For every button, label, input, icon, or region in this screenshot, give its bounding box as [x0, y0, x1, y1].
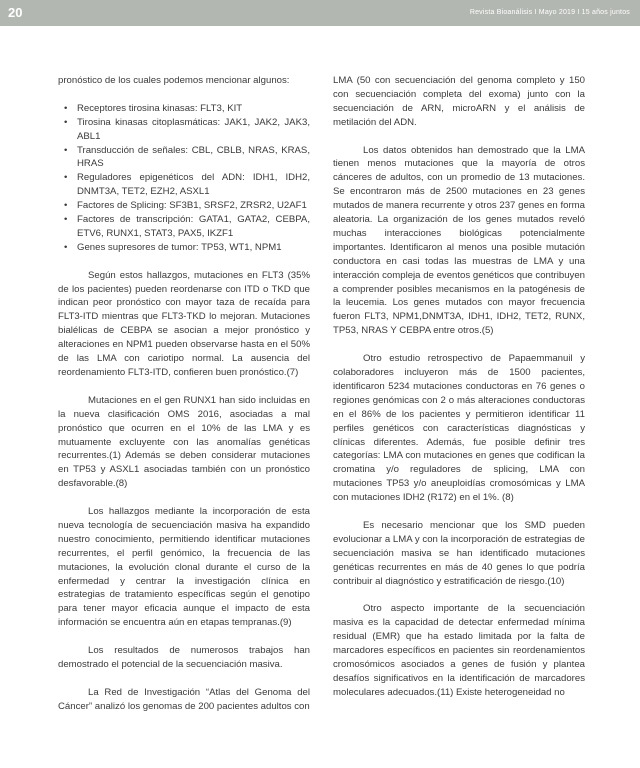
header-bar [0, 0, 640, 26]
paragraph-papaemmanuil: Otro estudio retrospectivo de Papaemmanuil y colaboradores incluyeron más de 1500 pacientes, identificaron 5234 mutaciones conductoras en 76 genes o regiones genómicas con 2 o más alteraciones conductoras en el 86% de los pacientes y permitieron identificar 11 perfiles genéticos con características diagnósticas y clínicas diferentes. Además, fue posible definir tres categorías: LMA con mutaciones en genes que codifican la cromatina y/o reguladores de splicing, LMA con mutaciones TP53 y/o aneuploidías cromosómicas y LMA con mutaciones IDH2 (R172) en el 1%. (8) [333, 353, 585, 504]
right-column [333, 74, 585, 714]
paragraph-flt3: Según estos hallazgos, mutaciones en FLT3 (35% de los pacientes) pueden reordenarse con ITD o TKD que indican peor pronóstico con mayor taza de recaída para FLT3-ITD mientras que FLT3-TKD lo mejoran. Mutaciones bialélicas de CEBPA se asocian a mejor pronóstico y alteraciones en NPM1 pueden observarse hasta en el 50% de las LMA con cariotipo normal. La ausencia del reordenamiento FLT3-ITD, confieren buen pronóstico.(7) [58, 269, 310, 378]
list-item: • Factores de Splicing: SF3B1, SRSF2, ZRSR2, U2AF1 [70, 199, 310, 213]
page-number: 20 [8, 5, 23, 20]
left-column [58, 74, 310, 727]
paragraph-results: Los resultados de numerosos trabajos han demostrado el potencial de la secuenciación masiva. [58, 645, 310, 670]
list-item: • Reguladores epigenéticos del ADN: IDH1, IDH2, DNMT3A, TET2, EZH2, ASXL1 [70, 171, 310, 199]
paragraph-smd: Es necesario mencionar que los SMD pueden evolucionar a LMA y con la incorporación de estrategias de secuenciación masiva se han identificado mutaciones genéticas recurrentes en más de 40 genes lo que podría contribuir al diagnóstico y estratificación de riesgo.(10) [333, 519, 585, 587]
list-item: • Receptores tirosina kinasas: FLT3, KIT [70, 102, 310, 116]
paragraph-continuation: LMA (50 con secuenciación del genoma completo y 150 con secuenciación completa del exoma) junto con la secuenciación de ARN, microARN y el análisis de metilación del ADN. [333, 75, 585, 128]
journal-title: Revista Bioanálisis I Mayo 2019 I 15 años juntos [469, 9, 630, 16]
paragraph-atlas: La Red de Investigación “Atlas del Genoma del Cáncer” analizó los genomas de 200 pacientes adultos con [58, 686, 310, 712]
paragraph-emr: Otro aspecto importante de la secuenciación masiva es la capacidad de detectar enfermedad mínima residual (EMR) que ha estado limitada por la falta de marcadores específicos en pacientes sin reordenamientos cromosómicos asociados a genes de fusión y plantea desafíos significativos en la identificación de marcadores moleculares adecuados.(11) Existe heterogeneidad no [333, 603, 585, 698]
intro-paragraph: pronóstico de los cuales podemos mencionar algunos: [58, 75, 290, 86]
paragraph-runx1: Mutaciones en el gen RUNX1 han sido incluidas en la nueva clasificación OMS 2016, asociadas a mal pronóstico que ocurren en el 10% de las LMA y es mutuamente excluyente con las anomalías genéticas recurrentes.(1) Además se deben considerar mutaciones en TP53 y ASXL1 asociadas también con un pronóstico desfavorable.(8) [58, 394, 310, 490]
list-item: • Genes supresores de tumor: TP53, WT1, NPM1 [70, 241, 310, 255]
gene-list [58, 102, 310, 255]
list-item: • Tirosina kinasas citoplasmáticas: JAK1, JAK2, JAK3, ABL1 [70, 116, 310, 144]
paragraph-findings: Los hallazgos mediante la incorporación de esta nueva tecnología de secuenciación masiva ha expandido nuestro conocimiento, permitiendo identificar mutaciones recurrentes, el perfil genómico, la frecuencia de las mutaciones, la evolución clonal durante el curso de la enfermedad y centrar la investigación clínica en estrategias de tratamiento específicas según el genotipo para tener mayor eficacia aunque el impacto de esta información se encuentra aún en etapas tempranas.(9) [58, 506, 310, 629]
list-item: • Transducción de señales: CBL, CBLB, NRAS, KRAS, HRAS [70, 144, 310, 172]
list-item: • Factores de transcripción: GATA1, GATA2, CEBPA, ETV6, RUNX1, STAT3, PAX5, IKZF1 [70, 213, 310, 241]
paragraph-data: Los datos obtenidos han demostrado que la LMA tienen menos mutaciones que la mayoría de otros cánceres de adultos, con un promedio de 13 mutaciones. Se encontraron más de 2500 mutaciones en 23 genes mutados de manera recurrente y otros 237 genes en forma aleatoria. La organización de los genes mutados reveló muchas interacciones biológicas potencialmente importantes. Identificaron al menos una posible mutación conductora en casi todas las muestras de LMA y una interacción compleja de eventos genéticos que contribuyen a comprender posibles mecanismos en la patogénesis de la leucemia. Los genes mutados con mayor frecuencia fueron FLT3, NPM1,DNMT3A, IDH1, IDH2, TET2, RUNX, TP53, NRAS Y CEBPA entre otros.(5) [333, 144, 585, 337]
